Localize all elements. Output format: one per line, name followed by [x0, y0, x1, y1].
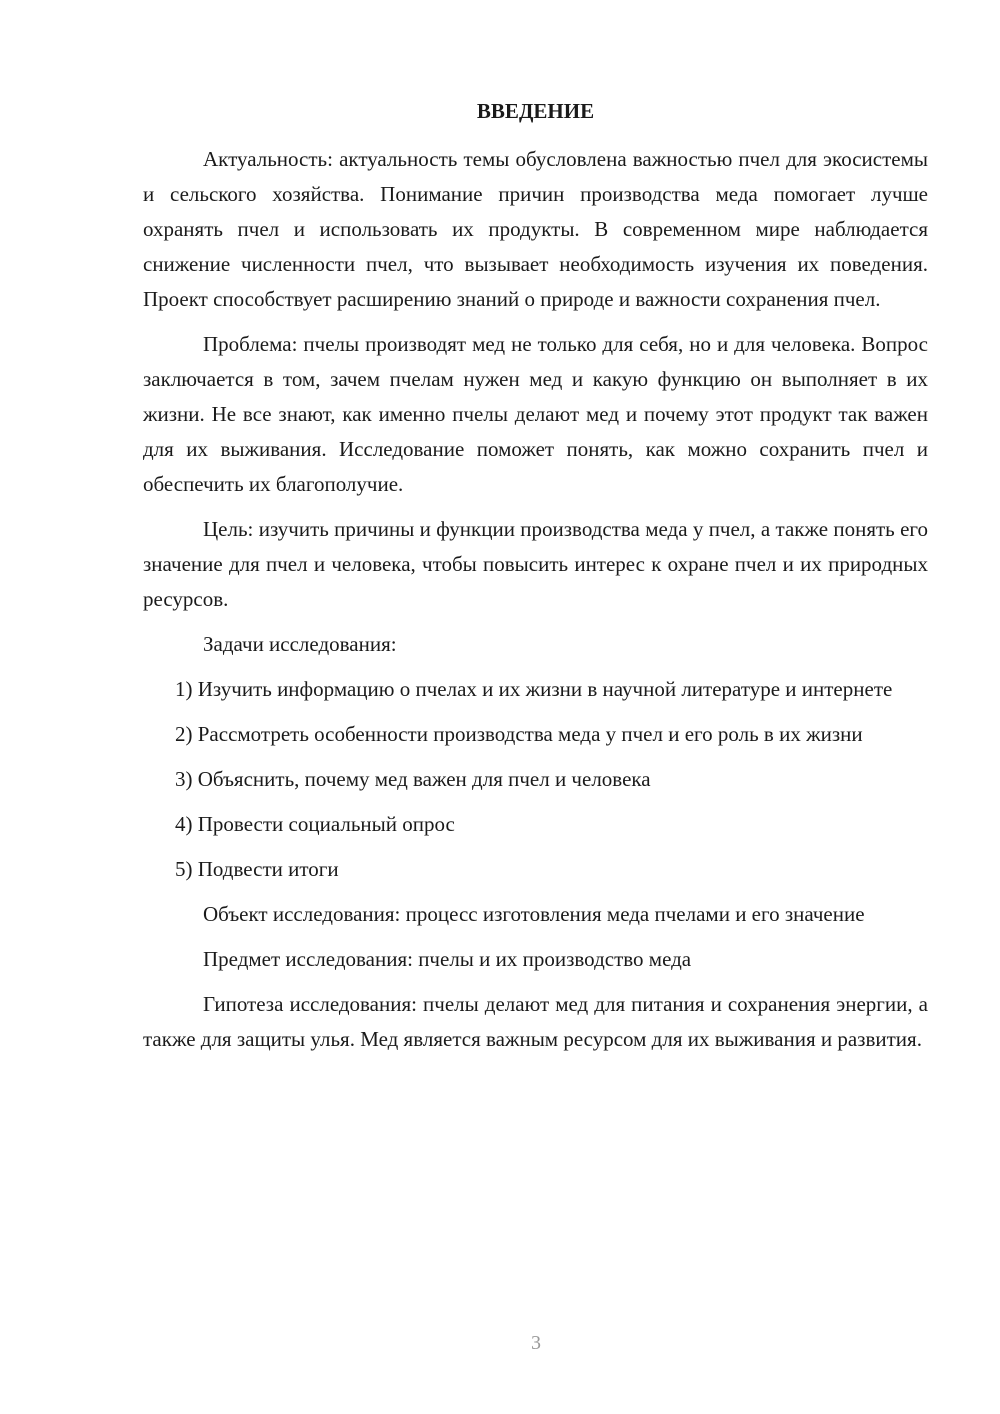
paragraph-subject: Предмет исследования: пчелы и их производство меда — [203, 947, 692, 971]
page-number: 3 — [531, 1332, 541, 1354]
task-item-1: 1) Изучить информацию о пчелах и их жизни в научной литературе и интернете — [175, 677, 893, 701]
document-page — [143, 96, 928, 1067]
task-item-3: 3) Объяснить, почему мед важен для пчел и человека — [175, 767, 651, 791]
task-item-5: 5) Подвести итоги — [175, 857, 339, 881]
paragraph-tasks-heading: Задачи исследования: — [203, 632, 397, 656]
task-item-2: 2) Рассмотреть особенности производства меда у пчел и его роль в их жизни — [175, 722, 863, 746]
task-item-4: 4) Провести социальный опрос — [175, 812, 455, 836]
paragraph-relevance: Актуальность: актуальность темы обусловлена важностью пчел для экосистемы и сельского хозяйства. Понимание причин производства меда помогает лучше охранять пчел и использовать их продукты. В современном мире наблюдается снижение численности пчел, что вызывает необходимость изучения их поведения. Проект способствует расширению знаний о природе и важности сохранения пчел. — [143, 147, 928, 311]
paragraph-problem: Проблема: пчелы производят мед не только для себя, но и для человека. Вопрос заключается в том, зачем пчелам нужен мед и какую функцию он выполняет в их жизни. Не все знают, как именно пчелы делают мед и почему этот продукт так важен для их выживания. Исследование поможет понять, как можно сохранить пчел и обеспечить их благополучие. — [143, 332, 928, 496]
section-title: ВВЕДЕНИЕ — [476, 99, 595, 123]
paragraph-hypothesis: Гипотеза исследования: пчелы делают мед для питания и сохранения энергии, а также для защиты улья. Мед является важным ресурсом для их выживания и развития. — [143, 992, 928, 1051]
paragraph-goal: Цель: изучить причины и функции производства меда у пчел, а также понять его значение для пчел и человека, чтобы повысить интерес к охране пчел и их природных ресурсов. — [143, 517, 928, 611]
paragraph-object: Объект исследования: процесс изготовления меда пчелами и его значение — [203, 902, 865, 926]
